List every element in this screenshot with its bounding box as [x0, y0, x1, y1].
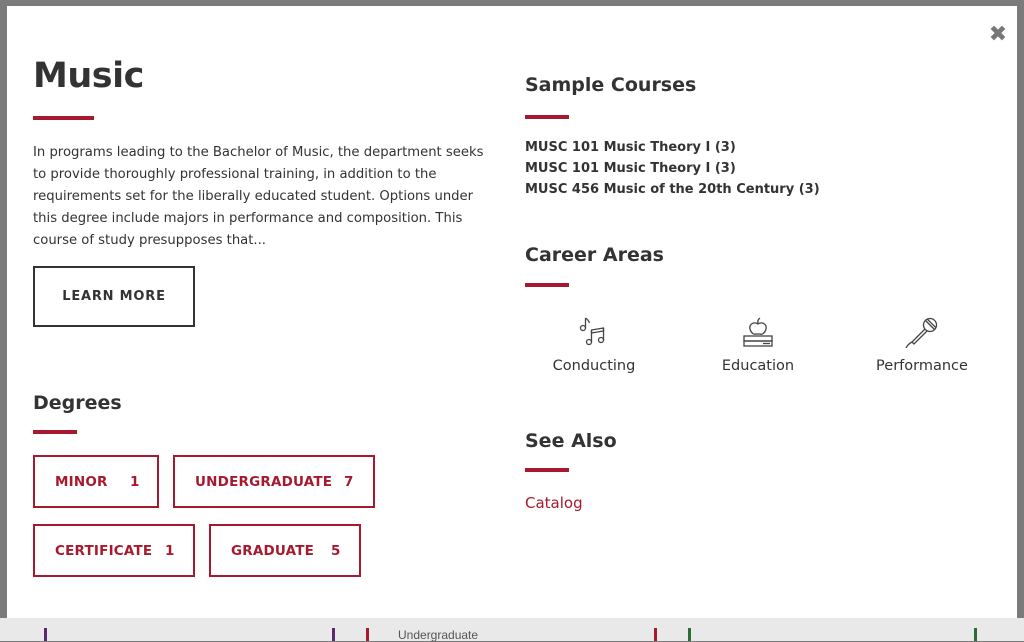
- degrees-underline: [33, 430, 77, 434]
- course-item: MUSC 101 Music Theory I (3): [525, 140, 736, 155]
- degree-button-certificate[interactable]: [33, 524, 195, 577]
- background-accent-bar: [974, 628, 977, 641]
- background-card-label: Undergraduate: [398, 628, 479, 642]
- career-label: Education: [721, 358, 795, 374]
- course-item: MUSC 101 Music Theory I (3): [525, 161, 736, 176]
- background-accent-bar: [332, 628, 335, 641]
- title-underline: [33, 116, 94, 120]
- career-areas-heading: Career Areas: [525, 244, 664, 266]
- apple-books-icon: [741, 316, 775, 348]
- degree-label: CERTIFICATE: [55, 543, 153, 559]
- career-label: Conducting: [552, 358, 636, 374]
- course-item: MUSC 456 Music of the 20th Century (3): [525, 182, 820, 197]
- degree-button-minor[interactable]: [33, 455, 159, 508]
- background-accent-bar: [44, 628, 47, 641]
- degree-button-undergraduate[interactable]: [173, 455, 375, 508]
- close-icon[interactable]: ✖: [988, 22, 1008, 47]
- degree-button-graduate[interactable]: [209, 524, 361, 577]
- microphone-icon: [904, 316, 940, 348]
- degree-label: UNDERGRADUATE: [195, 474, 333, 490]
- career-item-performance: [852, 316, 992, 374]
- degree-count: 1: [130, 474, 140, 490]
- background-accent-bar: [366, 628, 369, 641]
- music-notes-icon: [579, 316, 609, 348]
- degree-label: GRADUATE: [231, 543, 315, 559]
- program-modal: [7, 6, 1017, 618]
- learn-more-button[interactable]: LEARN MORE: [33, 266, 195, 327]
- career-item-conducting: [524, 316, 664, 374]
- background-page: [0, 618, 1024, 641]
- career-areas-underline: [525, 283, 569, 287]
- page-title: Music: [33, 56, 144, 96]
- sample-courses-heading: Sample Courses: [525, 74, 697, 96]
- degree-count: 1: [165, 543, 175, 559]
- career-item-education: [688, 316, 828, 374]
- sample-courses-underline: [525, 115, 569, 119]
- degree-count: 5: [331, 543, 341, 559]
- background-accent-bar: [688, 628, 691, 641]
- catalog-link[interactable]: Catalog: [525, 494, 583, 512]
- see-also-underline: [525, 468, 569, 472]
- degrees-heading: Degrees: [33, 392, 122, 414]
- degree-label: MINOR: [55, 474, 108, 490]
- background-accent-bar: [654, 628, 657, 641]
- career-label: Performance: [876, 358, 968, 374]
- degree-count: 7: [344, 474, 354, 490]
- see-also-heading: See Also: [525, 430, 617, 452]
- program-description: In programs leading to the Bachelor of Music, the department seeks to provide thoroughly professional training, in addition to the requirements set for the liberally educated student. Options under this degree include majors in performance and composition. This course of study presupposes that...: [33, 145, 484, 248]
